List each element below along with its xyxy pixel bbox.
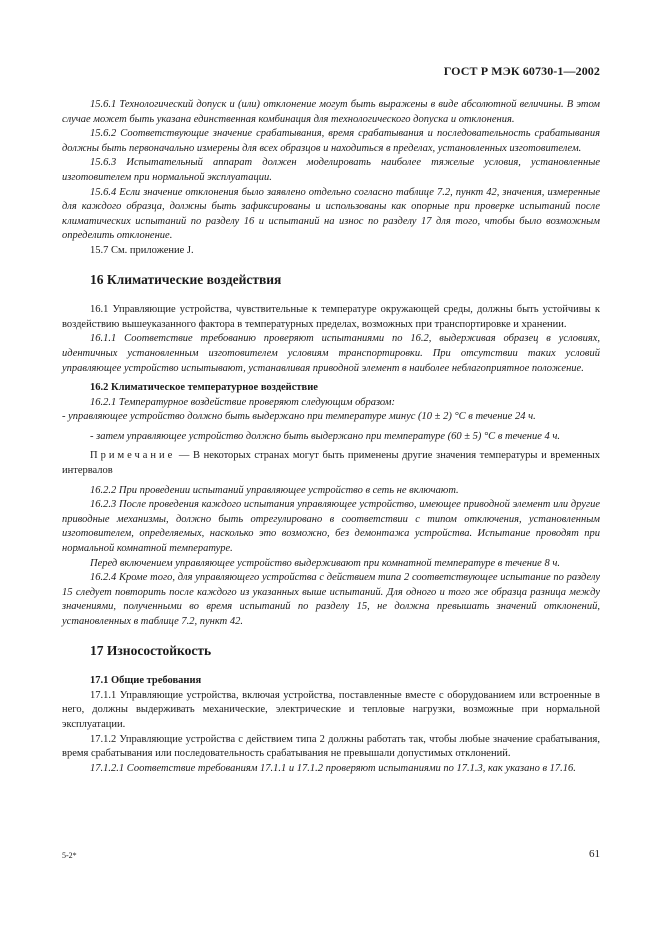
footer-sheet-mark: 5-2* bbox=[62, 851, 77, 860]
paragraph: 16.1 Управляющие устройства, чувствительные к температуре окружающей среды, должны быть устойчивы к воздействию вышеуказанного фактора в температурных пределах, возможных при транспортировке и хранении. bbox=[62, 304, 600, 330]
list-item: - управляющее устройство должно быть выдержано при температуре минус (10 ± 2) °С в течение 24 ч. bbox=[62, 411, 536, 423]
paragraph: 15.6.1 Технологический допуск и (или) отклонение могут быть выражены в виде абсолютной величины. В этом случае может быть указана единственная комбинация для технологического допуска и отклонения. bbox=[62, 99, 600, 125]
subsection-heading: 17.1 Общие требования bbox=[90, 675, 202, 687]
section-heading-17: 17 Износостойкость bbox=[90, 642, 212, 658]
section-heading-16: 16 Климатические воздействия bbox=[90, 271, 282, 287]
paragraph: 16.1.1 Соответствие требованию проверяют испытаниями по 16.2, выдерживая образец в условиях, идентичных установленным изготовителем условиям транспортировки. При отсутствии таких условий управляющее устройство испытывают, устанавливая приводной элемент в наиболее неблагоприятное положение. bbox=[62, 333, 600, 374]
paragraph: 16.2.3 После проведения каждого испытания управляющее устройство, имеющее приводной элемент или другие приводные механизмы, должно быть отрегулировано в соответствии с типом отключения, установленным изготовителем, определяемых, насколько это возможно, без демонтажа устройства. Испытание проводят при нормальной комнатной температуре. bbox=[62, 499, 600, 555]
note-label: Примечание bbox=[90, 450, 176, 462]
subsection-heading: 16.2 Климатическое температурное воздействие bbox=[90, 382, 318, 394]
paragraph: 15.6.4 Если значение отклонения было заявлено отдельно согласно таблице 7.2, пункт 42, значения, измеренные для каждого образца, должны быть зафиксированы и использованы как опорные при проверке испытаний после климатических испытаний по разделу 16 и испытаний на износ по разделу 17 для того, чтобы было возможным определить отклонение. bbox=[62, 186, 600, 242]
paragraph: 16.2.4 Кроме того, для управляющего устройства с действием типа 2 соответствующее испытание по разделу 15 следует повторить после каждого из указанных выше испытаний. Для одного и того же образца разница между значениями, полученными во время испытаний по разделу 15, не должна превышать значений отклонений, установленных в таблице 7.2, пункт 42. bbox=[62, 572, 600, 627]
paragraph: 15.6.2 Соответствующие значение срабатывания, время срабатывания и последовательность срабатывания должны быть первоначально измерены для всех образцов и находиться в пределах, установленных изготовителем. bbox=[62, 128, 600, 154]
paragraph: 17.1.1 Управляющие устройства, включая устройства, поставленные вместе с оборудованием или встроенные в него, должны выдерживать механические, электрические и тепловые нагрузки, возможные при нормальной эксплуатации. bbox=[62, 689, 600, 730]
paragraph: 16.2.1 Температурное воздействие проверяют следующим образом: bbox=[90, 396, 395, 408]
document-body bbox=[62, 98, 600, 776]
paragraph: 17.1.2.1 Соответствие требованиям 17.1.1 и 17.1.2 проверяют испытаниями по 17.1.3, как указано в 17.16. bbox=[90, 762, 576, 774]
paragraph: 15.6.3 Испытательный аппарат должен моделировать наиболее тяжелые условия, установленные изготовителем при нормальной эксплуатации. bbox=[62, 157, 600, 183]
page-number: 61 bbox=[589, 848, 600, 860]
paragraph: 16.2.2 При проведении испытаний управляющее устройство в сеть не включают. bbox=[90, 484, 459, 496]
note bbox=[62, 449, 600, 478]
note-text: — В некоторых странах могут быть применены другие значения температуры и временных интервалов bbox=[62, 450, 600, 477]
paragraph: Перед включением управляющее устройство выдерживают при комнатной температуре в течение 8 ч. bbox=[90, 557, 560, 569]
document-header: ГОСТ Р МЭК 60730-1—2002 bbox=[443, 64, 600, 78]
paragraph: 17.1.2 Управляющие устройства с действием типа 2 должны работать так, чтобы любые значение срабатывания, время срабатывания или последовательность срабатывания не превышали допустимых отклонений. bbox=[62, 733, 600, 760]
list-item: - затем управляющее устройство должно быть выдержано при температуре (60 ± 5) °С в течение 4 ч. bbox=[90, 430, 561, 442]
paragraph: 15.7 См. приложение J. bbox=[90, 244, 194, 256]
